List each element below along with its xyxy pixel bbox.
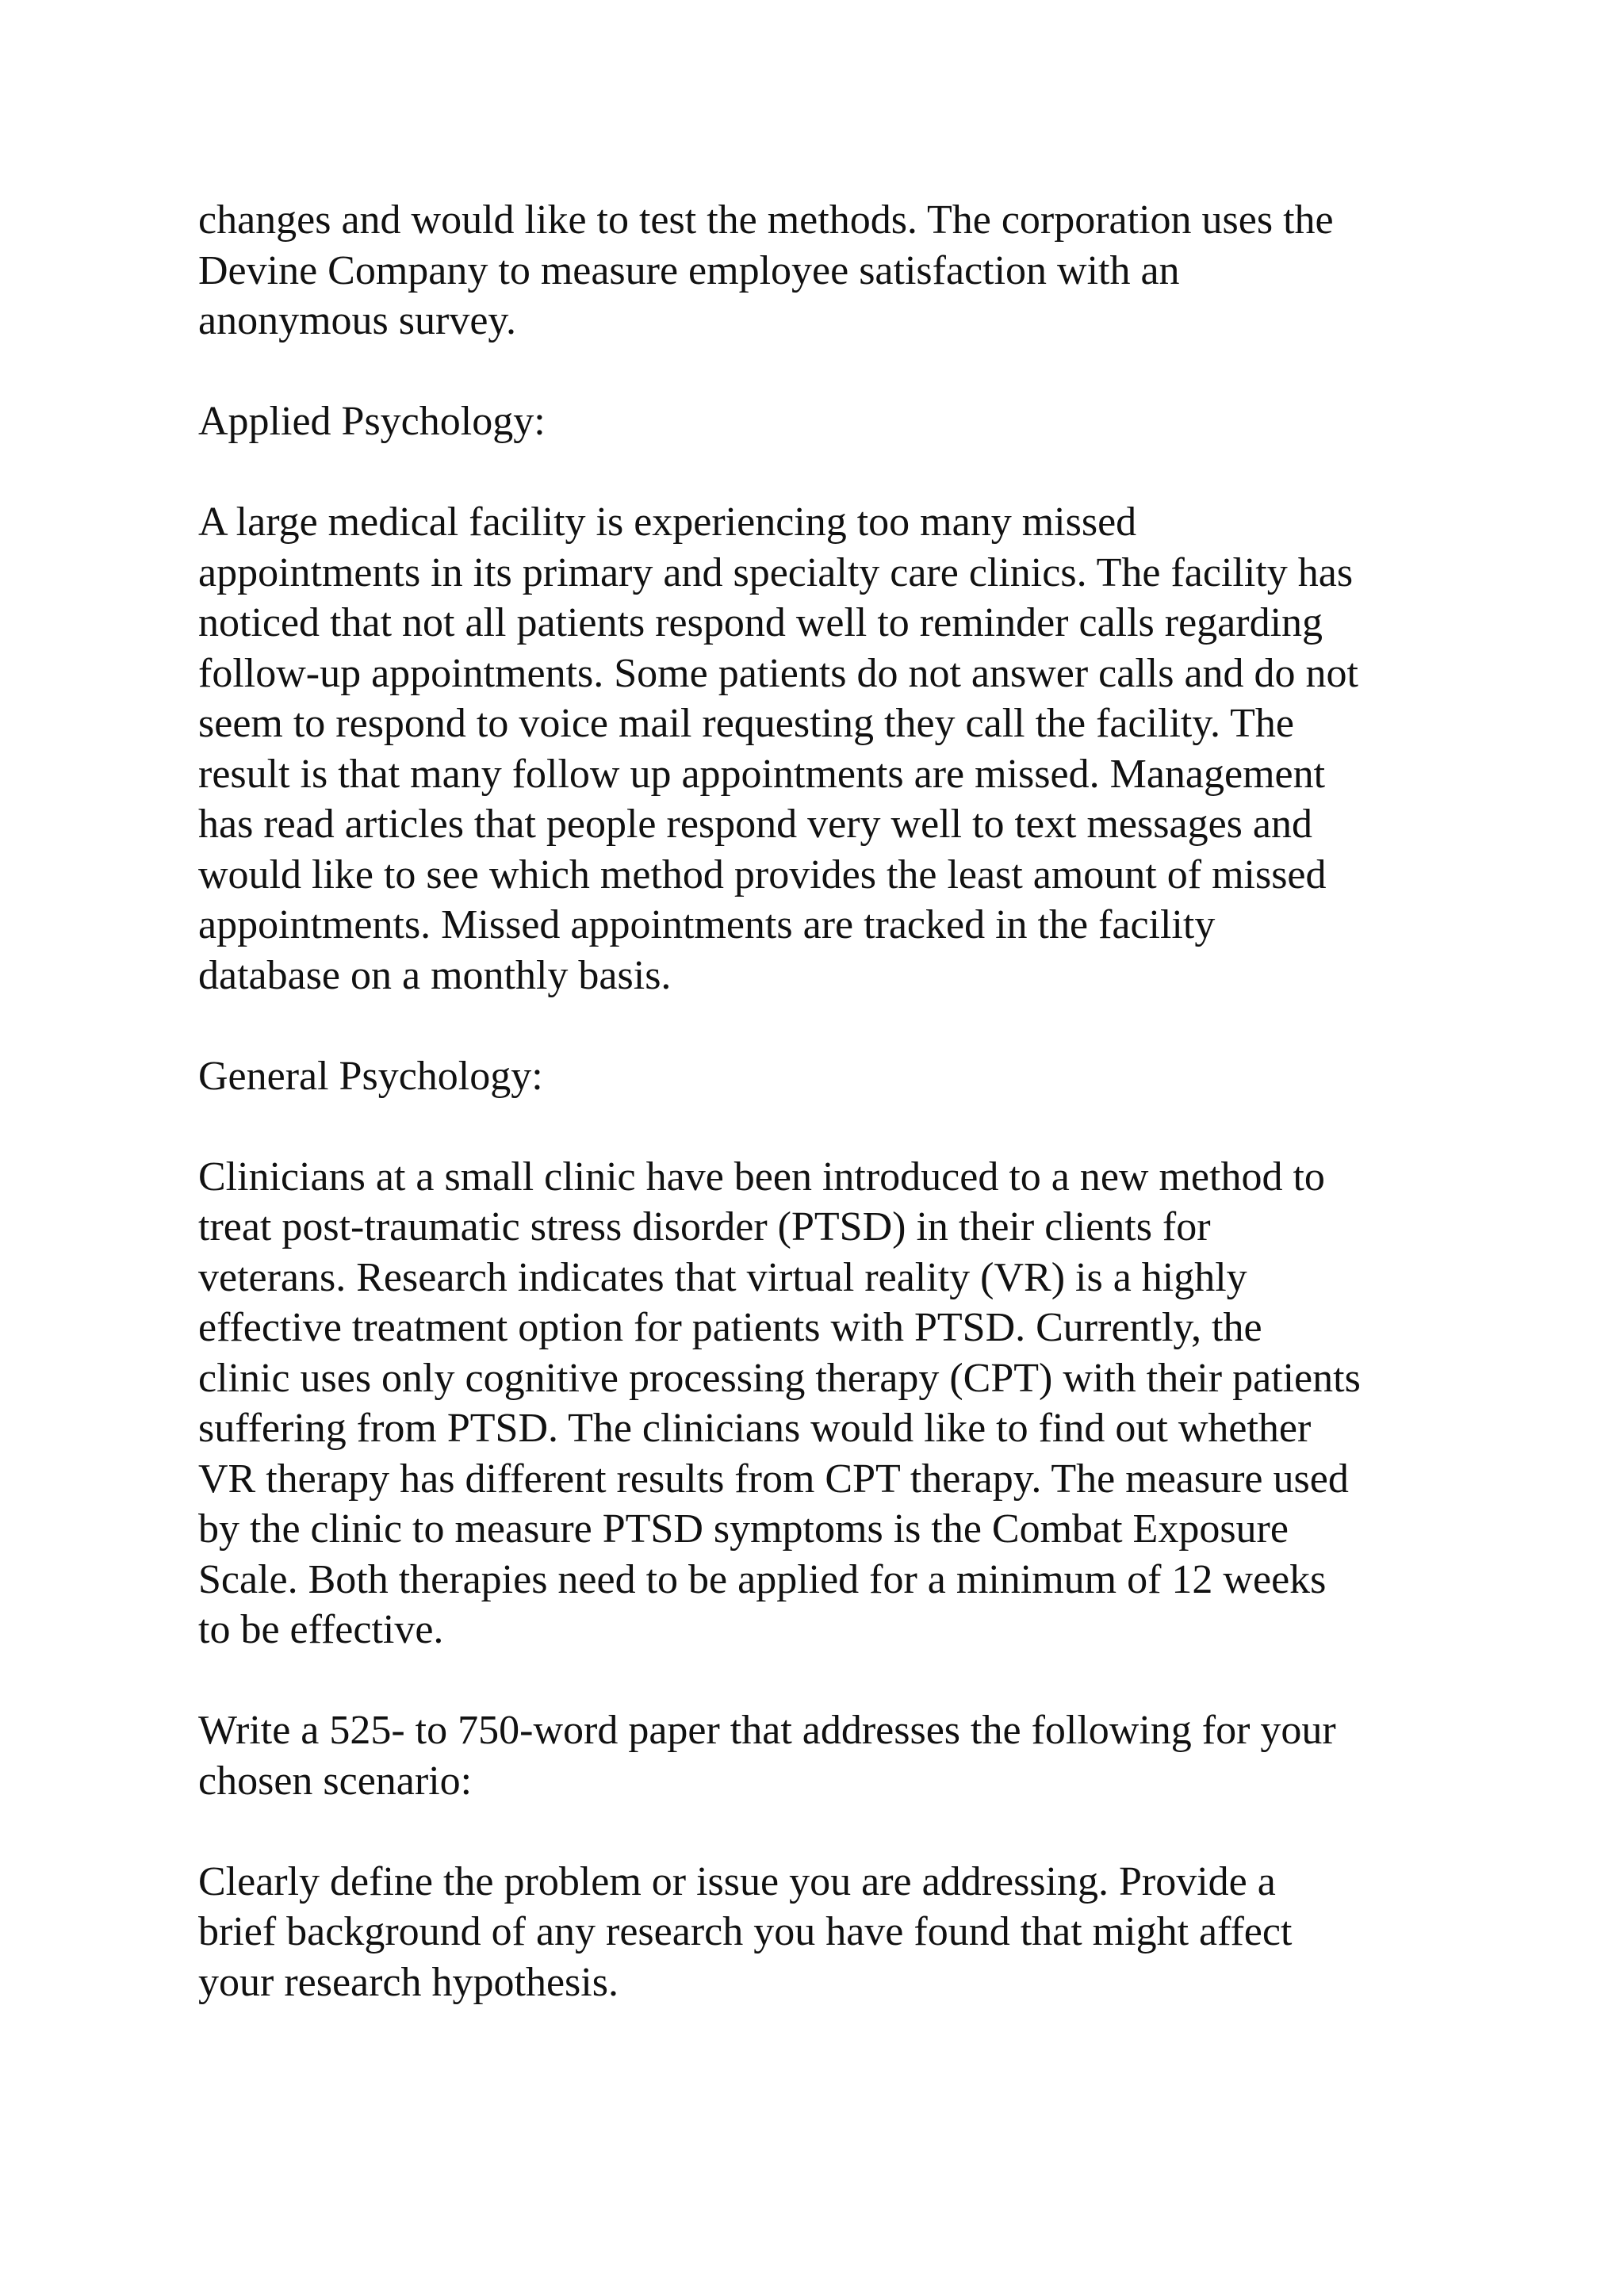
paragraph-clinicians-ptsd: Clinicians at a small clinic have been introduced to a new method to treat post-traumatic stress disorder (PTSD) in their clients for veterans. Research indicates that virtual reality (VR) is a highly effective treatment option for patients with PTSD. Currently, the clinic uses only cognitive processing therapy (CPT) with their patients suffering from PTSD. The clinicians would like to find out whether VR therapy has different results from CPT therapy. The measure used by the clinic to measure PTSD symptoms is the Combat Exposure Scale. Both therapies need to be applied for a minimum of 12 weeks to be effective. (198, 1154, 1361, 1652)
paragraph-define-problem: Clearly define the problem or issue you are addressing. Provide a brief background of any research you have found that might affect your research hypothesis. (198, 1858, 1293, 2005)
heading-general-psychology: General Psychology: (198, 1053, 543, 1099)
paragraph-medical-facility: A large medical facility is experiencing too many missed appointments in its primary and specialty care clinics. The facility has noticed that not all patients respond well to reminder calls regarding follow-up appointments. Some patients do not answer calls and do not seem to respond to voice mail requesting they call the facility. The result is that many follow up appointments are missed. Management has read articles that people respond very well to text messages and would like to see which method provides the least amount of missed appointments. Missed appointments are tracked in the facility database on a monthly basis. (198, 499, 1358, 998)
paragraph-corporation-intro: changes and would like to test the methods. The corporation uses the Devine Company to measure employee satisfaction with an anonymous survey. (198, 197, 1334, 343)
document-body (198, 195, 1499, 2007)
heading-applied-psychology: Applied Psychology: (198, 399, 546, 444)
paragraph-paper-instructions: Write a 525- to 750-word paper that addresses the following for your chosen scenario: (198, 1708, 1336, 1804)
